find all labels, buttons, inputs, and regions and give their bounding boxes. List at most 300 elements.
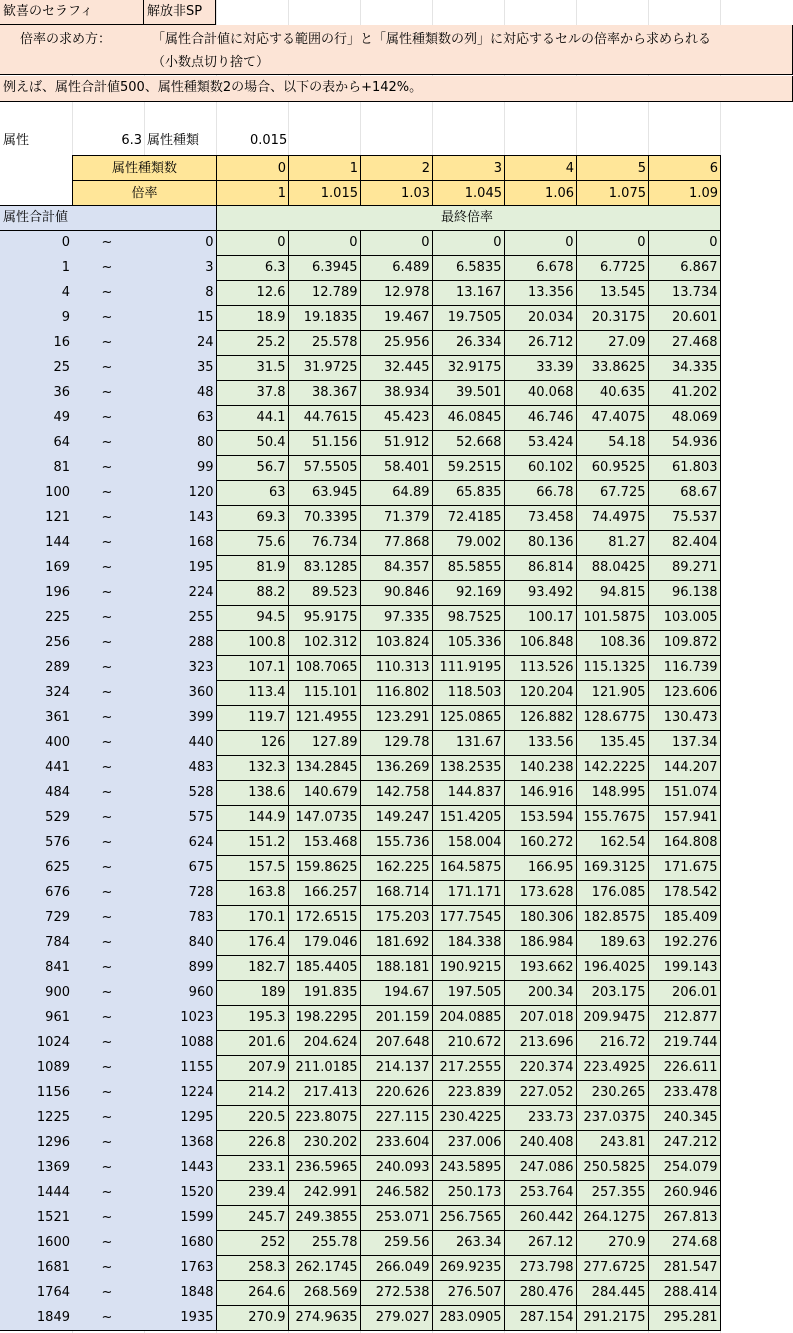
multiplier-cell[interactable]: 75.6	[216, 531, 288, 556]
multiplier-cell[interactable]: 207.9	[216, 1056, 288, 1081]
release-tag[interactable]: 解放非SP	[144, 0, 216, 25]
multiplier-cell[interactable]: 155.736	[360, 831, 432, 856]
multiplier-cell[interactable]: 32.445	[360, 356, 432, 381]
multiplier-cell[interactable]: 41.202	[648, 381, 720, 406]
range-start-cell[interactable]: 441	[0, 756, 72, 781]
multiplier-cell[interactable]: 283.0905	[432, 1306, 504, 1331]
multiplier-cell[interactable]: 242.991	[288, 1181, 360, 1206]
multiplier-cell[interactable]: 264.1275	[576, 1206, 648, 1231]
multiplier-cell[interactable]: 245.7	[216, 1206, 288, 1231]
multiplier-cell[interactable]: 181.692	[360, 931, 432, 956]
multiplier-cell[interactable]: 93.492	[504, 581, 576, 606]
range-end-cell[interactable]: 728	[144, 881, 216, 906]
range-start-cell[interactable]: 25	[0, 356, 72, 381]
range-end-cell[interactable]: 120	[144, 481, 216, 506]
multiplier-cell[interactable]: 6.867	[648, 256, 720, 281]
multiplier-cell[interactable]: 243.5895	[432, 1156, 504, 1181]
multiplier-cell[interactable]: 179.046	[288, 931, 360, 956]
multiplier-cell[interactable]: 185.4405	[288, 956, 360, 981]
multiplier-cell[interactable]: 51.156	[288, 431, 360, 456]
multiplier-cell[interactable]: 127.89	[288, 731, 360, 756]
multiplier-cell[interactable]: 84.357	[360, 556, 432, 581]
multiplier-cell[interactable]: 0	[216, 231, 288, 256]
multiplier-cell[interactable]: 204.624	[288, 1031, 360, 1056]
multiplier-cell[interactable]: 230.4225	[432, 1106, 504, 1131]
multiplier-cell[interactable]: 249.3855	[288, 1206, 360, 1231]
multiplier-cell[interactable]: 54.18	[576, 431, 648, 456]
multiplier-cell[interactable]: 131.67	[432, 731, 504, 756]
multiplier-cell[interactable]: 171.675	[648, 856, 720, 881]
multiplier-cell[interactable]: 213.696	[504, 1031, 576, 1056]
multiplier-cell[interactable]: 157.941	[648, 806, 720, 831]
multiplier-cell[interactable]: 268.569	[288, 1281, 360, 1306]
range-start-cell[interactable]: 1296	[0, 1131, 72, 1156]
multiplier-cell[interactable]: 144.207	[648, 756, 720, 781]
multiplier-cell[interactable]: 188.181	[360, 956, 432, 981]
multiplier-cell[interactable]: 13.545	[576, 281, 648, 306]
range-start-cell[interactable]: 1369	[0, 1156, 72, 1181]
multiplier-cell[interactable]: 166.257	[288, 881, 360, 906]
multiplier-cell[interactable]: 210.672	[432, 1031, 504, 1056]
multiplier-cell[interactable]: 252	[216, 1231, 288, 1256]
multiplier-cell[interactable]: 148.995	[576, 781, 648, 806]
multiplier-cell[interactable]: 6.7725	[576, 256, 648, 281]
multiplier-cell[interactable]: 64.89	[360, 481, 432, 506]
multiplier-cell[interactable]: 155.7675	[576, 806, 648, 831]
multiplier-cell[interactable]: 94.815	[576, 581, 648, 606]
multiplier-cell[interactable]: 126.882	[504, 706, 576, 731]
range-end-cell[interactable]: 24	[144, 331, 216, 356]
multiplier-cell[interactable]: 182.7	[216, 956, 288, 981]
range-start-cell[interactable]: 1024	[0, 1031, 72, 1056]
character-name[interactable]: 歓喜のセラフィ	[0, 0, 144, 25]
multiplier-cell[interactable]: 260.946	[648, 1181, 720, 1206]
multiplier-cell[interactable]: 162.54	[576, 831, 648, 856]
multiplier-cell[interactable]: 40.635	[576, 381, 648, 406]
multiplier-cell[interactable]: 47.4075	[576, 406, 648, 431]
multiplier-cell[interactable]: 281.547	[648, 1256, 720, 1281]
multiplier-cell[interactable]: 200.34	[504, 981, 576, 1006]
multiplier-cell[interactable]: 276.507	[432, 1281, 504, 1306]
multiplier-cell[interactable]: 44.7615	[288, 406, 360, 431]
multiplier-cell[interactable]: 12.6	[216, 281, 288, 306]
range-end-cell[interactable]: 3	[144, 256, 216, 281]
multiplier-cell[interactable]: 227.115	[360, 1106, 432, 1131]
multiplier-cell[interactable]: 33.39	[504, 356, 576, 381]
multiplier-cell[interactable]: 258.3	[216, 1256, 288, 1281]
multiplier-cell[interactable]: 259.56	[360, 1231, 432, 1256]
multiplier-cell[interactable]: 123.606	[648, 681, 720, 706]
multiplier-cell[interactable]: 59.2515	[432, 456, 504, 481]
multiplier-cell[interactable]: 255.78	[288, 1231, 360, 1256]
multiplier-cell[interactable]: 83.1285	[288, 556, 360, 581]
multiplier-cell[interactable]: 120.204	[504, 681, 576, 706]
multiplier-cell[interactable]: 185.409	[648, 906, 720, 931]
multiplier-cell[interactable]: 164.808	[648, 831, 720, 856]
multiplier-cell[interactable]: 226.8	[216, 1131, 288, 1156]
multiplier-cell[interactable]: 173.628	[504, 881, 576, 906]
multiplier-cell[interactable]: 33.8625	[576, 356, 648, 381]
multiplier-cell[interactable]: 144.9	[216, 806, 288, 831]
multiplier-cell[interactable]: 130.473	[648, 706, 720, 731]
multiplier-cell[interactable]: 121.905	[576, 681, 648, 706]
multiplier-cell[interactable]: 214.137	[360, 1056, 432, 1081]
multiplier-cell[interactable]: 233.478	[648, 1081, 720, 1106]
multiplier-cell[interactable]: 106.848	[504, 631, 576, 656]
multiplier-cell[interactable]: 253.764	[504, 1181, 576, 1206]
multiplier-cell[interactable]: 113.4	[216, 681, 288, 706]
multiplier-cell[interactable]: 272.538	[360, 1281, 432, 1306]
multiplier-cell[interactable]: 196.4025	[576, 956, 648, 981]
multiplier-cell[interactable]: 115.1325	[576, 656, 648, 681]
multiplier-cell[interactable]: 207.648	[360, 1031, 432, 1056]
range-end-cell[interactable]: 48	[144, 381, 216, 406]
multiplier-cell[interactable]: 201.159	[360, 1006, 432, 1031]
range-end-cell[interactable]: 35	[144, 356, 216, 381]
range-end-cell[interactable]: 195	[144, 556, 216, 581]
range-end-cell[interactable]: 1599	[144, 1206, 216, 1231]
multiplier-cell[interactable]: 135.45	[576, 731, 648, 756]
multiplier-cell[interactable]: 223.839	[432, 1081, 504, 1106]
multiplier-cell[interactable]: 90.846	[360, 581, 432, 606]
multiplier-cell[interactable]: 151.2	[216, 831, 288, 856]
multiplier-cell[interactable]: 180.306	[504, 906, 576, 931]
multiplier-cell[interactable]: 37.8	[216, 381, 288, 406]
multiplier-cell[interactable]: 260.442	[504, 1206, 576, 1231]
range-end-cell[interactable]: 1088	[144, 1031, 216, 1056]
range-end-cell[interactable]: 1680	[144, 1231, 216, 1256]
multiplier-cell[interactable]: 149.247	[360, 806, 432, 831]
multiplier-cell[interactable]: 147.0735	[288, 806, 360, 831]
multiplier-cell[interactable]: 146.916	[504, 781, 576, 806]
range-start-cell[interactable]: 144	[0, 531, 72, 556]
range-end-cell[interactable]: 1763	[144, 1256, 216, 1281]
multiplier-cell[interactable]: 250.173	[432, 1181, 504, 1206]
multiplier-cell[interactable]: 34.335	[648, 356, 720, 381]
kind-count-cell[interactable]: 2	[361, 156, 433, 181]
multiplier-cell[interactable]: 270.9	[216, 1306, 288, 1331]
multiplier-cell[interactable]: 189	[216, 981, 288, 1006]
multiplier-cell[interactable]: 48.069	[648, 406, 720, 431]
multiplier-cell[interactable]: 209.9475	[576, 1006, 648, 1031]
range-end-cell[interactable]: 1224	[144, 1081, 216, 1106]
multiplier-cell[interactable]: 266.049	[360, 1256, 432, 1281]
multiplier-cell[interactable]: 26.334	[432, 331, 504, 356]
multiplier-cell[interactable]: 51.912	[360, 431, 432, 456]
multiplier-cell[interactable]: 158.004	[432, 831, 504, 856]
range-end-cell[interactable]: 15	[144, 306, 216, 331]
multiplier-cell[interactable]: 287.154	[504, 1306, 576, 1331]
range-start-cell[interactable]: 576	[0, 831, 72, 856]
multiplier-cell[interactable]: 176.4	[216, 931, 288, 956]
multiplier-cell[interactable]: 38.934	[360, 381, 432, 406]
range-start-cell[interactable]: 484	[0, 781, 72, 806]
rate-cell[interactable]: 1.045	[433, 181, 505, 206]
multiplier-cell[interactable]: 243.81	[576, 1131, 648, 1156]
rate-cell[interactable]: 1.015	[289, 181, 361, 206]
multiplier-cell[interactable]: 250.5825	[576, 1156, 648, 1181]
range-end-cell[interactable]: 1848	[144, 1281, 216, 1306]
multiplier-cell[interactable]: 20.034	[504, 306, 576, 331]
multiplier-cell[interactable]: 19.7505	[432, 306, 504, 331]
multiplier-cell[interactable]: 142.2225	[576, 756, 648, 781]
multiplier-cell[interactable]: 94.5	[216, 606, 288, 631]
multiplier-cell[interactable]: 190.9215	[432, 956, 504, 981]
multiplier-cell[interactable]: 110.313	[360, 656, 432, 681]
multiplier-cell[interactable]: 109.872	[648, 631, 720, 656]
multiplier-cell[interactable]: 151.4205	[432, 806, 504, 831]
multiplier-cell[interactable]: 220.5	[216, 1106, 288, 1131]
multiplier-cell[interactable]: 136.269	[360, 756, 432, 781]
multiplier-cell[interactable]: 159.8625	[288, 856, 360, 881]
kind-count-cell[interactable]: 3	[433, 156, 505, 181]
multiplier-cell[interactable]: 0	[648, 231, 720, 256]
multiplier-cell[interactable]: 206.01	[648, 981, 720, 1006]
multiplier-cell[interactable]: 6.678	[504, 256, 576, 281]
multiplier-cell[interactable]: 61.803	[648, 456, 720, 481]
multiplier-cell[interactable]: 74.4975	[576, 506, 648, 531]
range-end-cell[interactable]: 255	[144, 606, 216, 631]
multiplier-cell[interactable]: 80.136	[504, 531, 576, 556]
range-end-cell[interactable]: 840	[144, 931, 216, 956]
multiplier-cell[interactable]: 125.0865	[432, 706, 504, 731]
kind-count-cell[interactable]: 6	[649, 156, 721, 181]
range-end-cell[interactable]: 624	[144, 831, 216, 856]
multiplier-cell[interactable]: 204.0885	[432, 1006, 504, 1031]
multiplier-cell[interactable]: 0	[360, 231, 432, 256]
range-end-cell[interactable]: 143	[144, 506, 216, 531]
multiplier-cell[interactable]: 108.36	[576, 631, 648, 656]
range-start-cell[interactable]: 676	[0, 881, 72, 906]
multiplier-cell[interactable]: 230.265	[576, 1081, 648, 1106]
multiplier-cell[interactable]: 50.4	[216, 431, 288, 456]
multiplier-cell[interactable]: 119.7	[216, 706, 288, 731]
multiplier-cell[interactable]: 239.4	[216, 1181, 288, 1206]
range-end-cell[interactable]: 168	[144, 531, 216, 556]
range-end-cell[interactable]: 1155	[144, 1056, 216, 1081]
range-start-cell[interactable]: 1156	[0, 1081, 72, 1106]
range-end-cell[interactable]: 224	[144, 581, 216, 606]
range-end-cell[interactable]: 1935	[144, 1306, 216, 1331]
multiplier-cell[interactable]: 291.2175	[576, 1306, 648, 1331]
multiplier-cell[interactable]: 70.3395	[288, 506, 360, 531]
multiplier-cell[interactable]: 257.355	[576, 1181, 648, 1206]
multiplier-cell[interactable]: 162.225	[360, 856, 432, 881]
multiplier-cell[interactable]: 38.367	[288, 381, 360, 406]
multiplier-cell[interactable]: 153.594	[504, 806, 576, 831]
multiplier-cell[interactable]: 178.542	[648, 881, 720, 906]
multiplier-cell[interactable]: 262.1745	[288, 1256, 360, 1281]
multiplier-cell[interactable]: 107.1	[216, 656, 288, 681]
multiplier-cell[interactable]: 240.408	[504, 1131, 576, 1156]
multiplier-cell[interactable]: 172.6515	[288, 906, 360, 931]
range-end-cell[interactable]: 675	[144, 856, 216, 881]
multiplier-cell[interactable]: 256.7565	[432, 1206, 504, 1231]
multiplier-cell[interactable]: 88.0425	[576, 556, 648, 581]
multiplier-cell[interactable]: 81.9	[216, 556, 288, 581]
multiplier-cell[interactable]: 274.68	[648, 1231, 720, 1256]
multiplier-cell[interactable]: 237.0375	[576, 1106, 648, 1131]
multiplier-cell[interactable]: 193.662	[504, 956, 576, 981]
multiplier-cell[interactable]: 31.9725	[288, 356, 360, 381]
multiplier-cell[interactable]: 166.95	[504, 856, 576, 881]
range-start-cell[interactable]: 9	[0, 306, 72, 331]
range-end-cell[interactable]: 1520	[144, 1181, 216, 1206]
multiplier-cell[interactable]: 54.936	[648, 431, 720, 456]
multiplier-cell[interactable]: 240.093	[360, 1156, 432, 1181]
range-start-cell[interactable]: 529	[0, 806, 72, 831]
multiplier-cell[interactable]: 220.374	[504, 1056, 576, 1081]
multiplier-cell[interactable]: 199.143	[648, 956, 720, 981]
range-end-cell[interactable]: 1443	[144, 1156, 216, 1181]
multiplier-cell[interactable]: 0	[576, 231, 648, 256]
range-end-cell[interactable]: 960	[144, 981, 216, 1006]
multiplier-cell[interactable]: 85.5855	[432, 556, 504, 581]
multiplier-cell[interactable]: 160.272	[504, 831, 576, 856]
multiplier-cell[interactable]: 164.5875	[432, 856, 504, 881]
multiplier-cell[interactable]: 46.0845	[432, 406, 504, 431]
multiplier-cell[interactable]: 220.626	[360, 1081, 432, 1106]
multiplier-cell[interactable]: 254.079	[648, 1156, 720, 1181]
range-end-cell[interactable]: 399	[144, 706, 216, 731]
multiplier-cell[interactable]: 230.202	[288, 1131, 360, 1156]
range-start-cell[interactable]: 1	[0, 256, 72, 281]
multiplier-cell[interactable]: 177.7545	[432, 906, 504, 931]
multiplier-cell[interactable]: 123.291	[360, 706, 432, 731]
multiplier-cell[interactable]: 247.212	[648, 1131, 720, 1156]
multiplier-cell[interactable]: 247.086	[504, 1156, 576, 1181]
multiplier-cell[interactable]: 73.458	[504, 506, 576, 531]
multiplier-cell[interactable]: 89.523	[288, 581, 360, 606]
multiplier-cell[interactable]: 197.505	[432, 981, 504, 1006]
multiplier-cell[interactable]: 12.978	[360, 281, 432, 306]
range-end-cell[interactable]: 899	[144, 956, 216, 981]
range-end-cell[interactable]: 528	[144, 781, 216, 806]
multiplier-cell[interactable]: 72.4185	[432, 506, 504, 531]
multiplier-cell[interactable]: 132.3	[216, 756, 288, 781]
multiplier-cell[interactable]: 169.3125	[576, 856, 648, 881]
multiplier-cell[interactable]: 211.0185	[288, 1056, 360, 1081]
multiplier-cell[interactable]: 144.837	[432, 781, 504, 806]
multiplier-cell[interactable]: 267.12	[504, 1231, 576, 1256]
range-start-cell[interactable]: 361	[0, 706, 72, 731]
multiplier-cell[interactable]: 277.6725	[576, 1256, 648, 1281]
multiplier-cell[interactable]: 121.4955	[288, 706, 360, 731]
kind-count-cell[interactable]: 0	[217, 156, 289, 181]
multiplier-cell[interactable]: 189.63	[576, 931, 648, 956]
multiplier-cell[interactable]: 184.338	[432, 931, 504, 956]
range-start-cell[interactable]: 81	[0, 456, 72, 481]
range-start-cell[interactable]: 0	[0, 231, 72, 256]
multiplier-cell[interactable]: 82.404	[648, 531, 720, 556]
multiplier-cell[interactable]: 138.2535	[432, 756, 504, 781]
multiplier-cell[interactable]: 108.7065	[288, 656, 360, 681]
multiplier-cell[interactable]: 223.4925	[576, 1056, 648, 1081]
multiplier-cell[interactable]: 6.3	[216, 256, 288, 281]
rate-cell[interactable]: 1.09	[649, 181, 721, 206]
multiplier-cell[interactable]: 195.3	[216, 1006, 288, 1031]
multiplier-cell[interactable]: 168.714	[360, 881, 432, 906]
range-start-cell[interactable]: 100	[0, 481, 72, 506]
multiplier-cell[interactable]: 115.101	[288, 681, 360, 706]
range-start-cell[interactable]: 961	[0, 1006, 72, 1031]
multiplier-cell[interactable]: 288.414	[648, 1281, 720, 1306]
multiplier-cell[interactable]: 101.5875	[576, 606, 648, 631]
range-start-cell[interactable]: 784	[0, 931, 72, 956]
multiplier-cell[interactable]: 98.7525	[432, 606, 504, 631]
multiplier-cell[interactable]: 207.018	[504, 1006, 576, 1031]
range-start-cell[interactable]: 1764	[0, 1281, 72, 1306]
multiplier-cell[interactable]: 13.356	[504, 281, 576, 306]
multiplier-cell[interactable]: 40.068	[504, 381, 576, 406]
range-start-cell[interactable]: 49	[0, 406, 72, 431]
multiplier-cell[interactable]: 236.5965	[288, 1156, 360, 1181]
multiplier-cell[interactable]: 6.3945	[288, 256, 360, 281]
multiplier-cell[interactable]: 153.468	[288, 831, 360, 856]
range-start-cell[interactable]: 121	[0, 506, 72, 531]
range-end-cell[interactable]: 323	[144, 656, 216, 681]
range-end-cell[interactable]: 783	[144, 906, 216, 931]
range-end-cell[interactable]: 1295	[144, 1106, 216, 1131]
multiplier-cell[interactable]: 56.7	[216, 456, 288, 481]
multiplier-cell[interactable]: 157.5	[216, 856, 288, 881]
multiplier-cell[interactable]: 274.9635	[288, 1306, 360, 1331]
multiplier-cell[interactable]: 13.734	[648, 281, 720, 306]
multiplier-cell[interactable]: 264.6	[216, 1281, 288, 1306]
multiplier-cell[interactable]: 86.814	[504, 556, 576, 581]
multiplier-cell[interactable]: 75.537	[648, 506, 720, 531]
multiplier-cell[interactable]: 194.67	[360, 981, 432, 1006]
multiplier-cell[interactable]: 269.9235	[432, 1256, 504, 1281]
range-end-cell[interactable]: 360	[144, 681, 216, 706]
multiplier-cell[interactable]: 191.835	[288, 981, 360, 1006]
range-start-cell[interactable]: 841	[0, 956, 72, 981]
multiplier-cell[interactable]: 88.2	[216, 581, 288, 606]
multiplier-cell[interactable]: 163.8	[216, 881, 288, 906]
multiplier-cell[interactable]: 171.171	[432, 881, 504, 906]
multiplier-cell[interactable]: 227.052	[504, 1081, 576, 1106]
multiplier-cell[interactable]: 280.476	[504, 1281, 576, 1306]
multiplier-cell[interactable]: 45.423	[360, 406, 432, 431]
kind-value[interactable]: 0.015	[250, 133, 288, 148]
multiplier-cell[interactable]: 151.074	[648, 781, 720, 806]
multiplier-cell[interactable]: 77.868	[360, 531, 432, 556]
range-start-cell[interactable]: 1600	[0, 1231, 72, 1256]
multiplier-cell[interactable]: 219.744	[648, 1031, 720, 1056]
multiplier-cell[interactable]: 133.56	[504, 731, 576, 756]
multiplier-cell[interactable]: 186.984	[504, 931, 576, 956]
multiplier-cell[interactable]: 69.3	[216, 506, 288, 531]
multiplier-cell[interactable]: 203.175	[576, 981, 648, 1006]
multiplier-cell[interactable]: 134.2845	[288, 756, 360, 781]
range-start-cell[interactable]: 4	[0, 281, 72, 306]
multiplier-cell[interactable]: 223.8075	[288, 1106, 360, 1131]
range-start-cell[interactable]: 196	[0, 581, 72, 606]
multiplier-cell[interactable]: 140.238	[504, 756, 576, 781]
range-start-cell[interactable]: 1225	[0, 1106, 72, 1131]
multiplier-cell[interactable]: 44.1	[216, 406, 288, 431]
multiplier-cell[interactable]: 27.468	[648, 331, 720, 356]
range-start-cell[interactable]: 289	[0, 656, 72, 681]
multiplier-cell[interactable]: 116.802	[360, 681, 432, 706]
multiplier-cell[interactable]: 273.798	[504, 1256, 576, 1281]
range-end-cell[interactable]: 8	[144, 281, 216, 306]
multiplier-cell[interactable]: 201.6	[216, 1031, 288, 1056]
multiplier-cell[interactable]: 263.34	[432, 1231, 504, 1256]
multiplier-cell[interactable]: 214.2	[216, 1081, 288, 1106]
range-end-cell[interactable]: 63	[144, 406, 216, 431]
multiplier-cell[interactable]: 0	[504, 231, 576, 256]
